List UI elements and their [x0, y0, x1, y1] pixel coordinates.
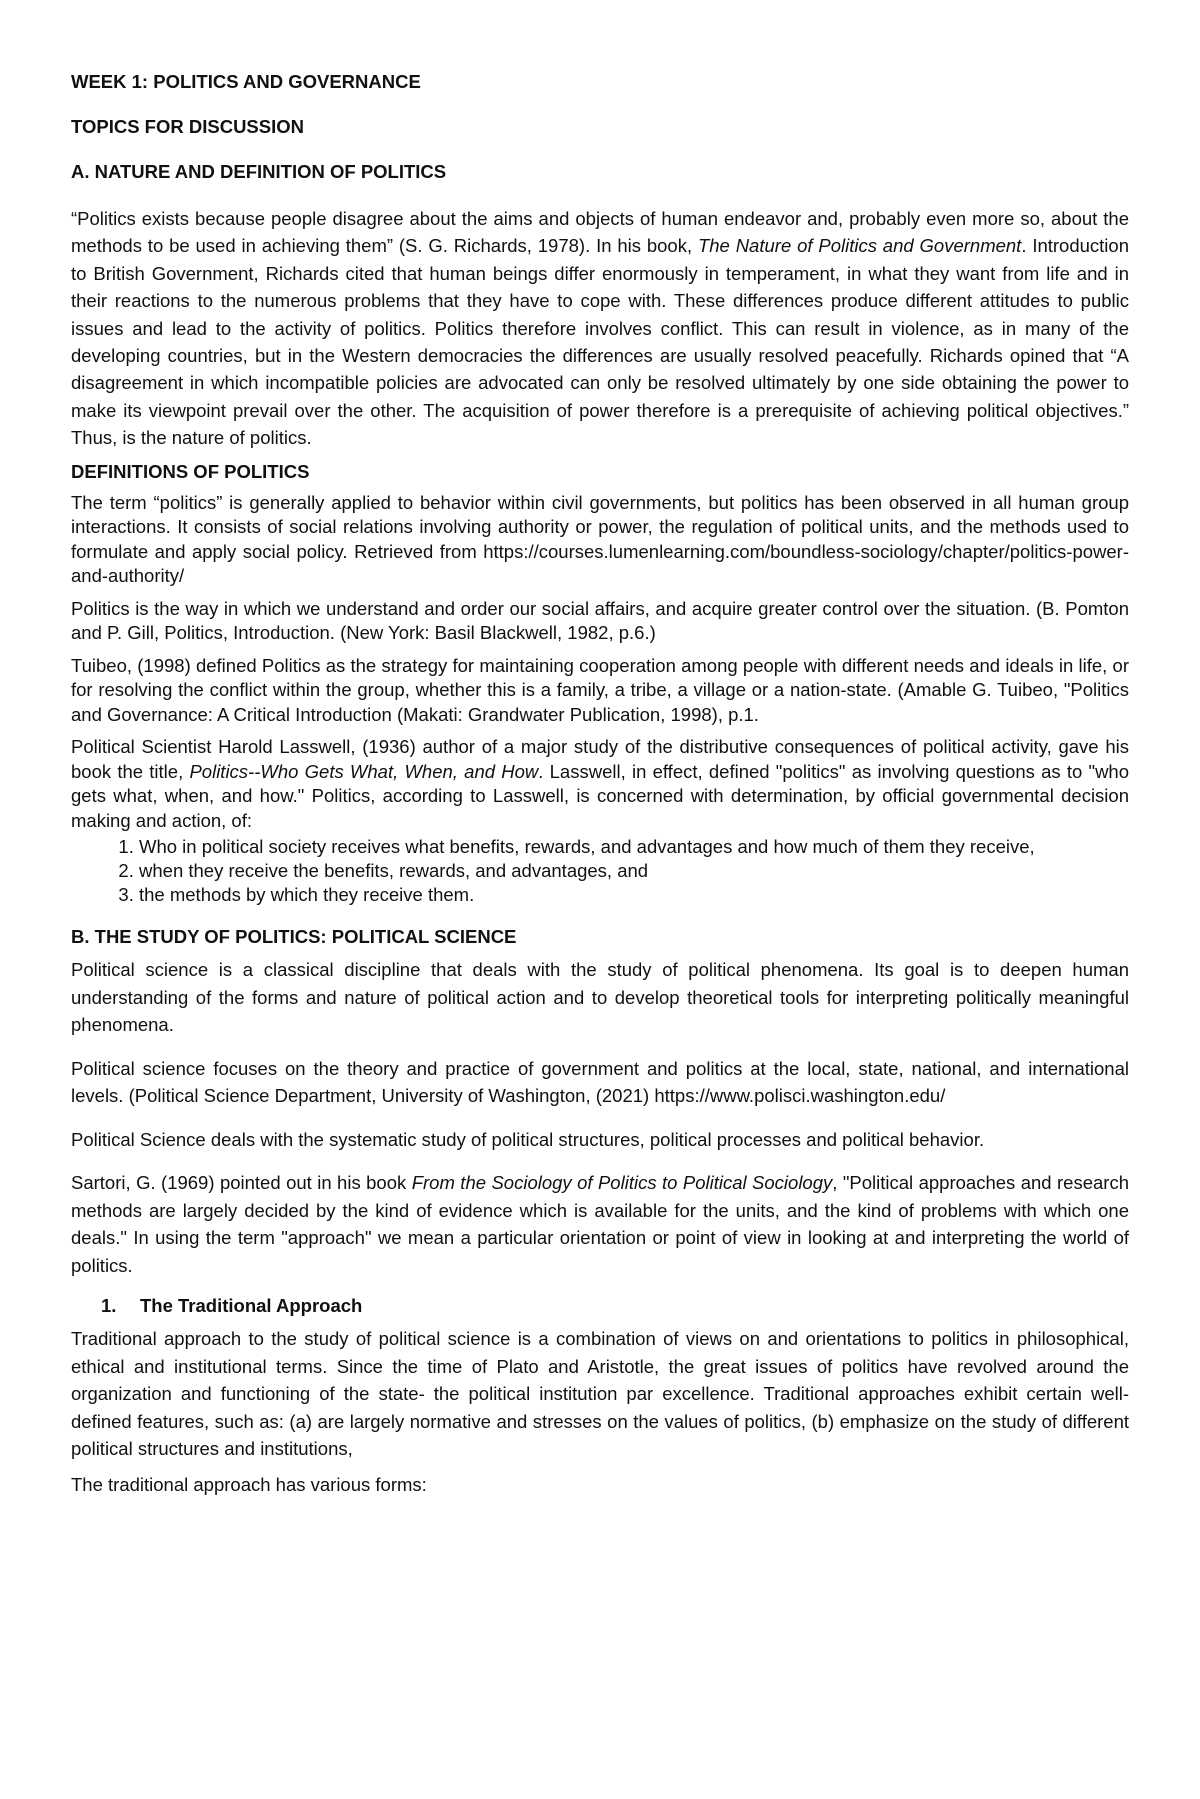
- political-science-paragraph-1: Political science is a classical discipline that deals with the study of political phenomena. Its goal is to deepen human understanding of the forms and nature of political action and to develop theoretical tools for interpreting politically meaningful phenomena.: [71, 959, 1129, 1035]
- definition-paragraph-4: [71, 735, 1129, 833]
- definition-paragraph-1: The term “politics” is generally applied to behavior within civil governments, but politics has been observed in all human group interactions. It consists of social relations involving authority or power, the regulation of political units, and the methods used to formulate and apply social policy. Retrieved from https://courses.lumenlearning.com/boundless-sociology/chapter/politics-power-and-authority/: [71, 491, 1129, 587]
- political-science-paragraph-2: Political science focuses on the theory and practice of government and politics at the local, state, national, and international levels. (Political Science Department, University of Washington, (2021) https://www.polisci.washington.edu/: [71, 1057, 1129, 1106]
- sartori-text-1: Sartori, G. (1969) pointed out in his book: [71, 1172, 412, 1193]
- sartori-book-title: From the Sociology of Politics to Political Sociology: [411, 1172, 833, 1193]
- list-item: 2. when they receive the benefits, rewards, and advantages, and: [139, 859, 1129, 883]
- page-title: WEEK 1: POLITICS AND GOVERNANCE: [71, 71, 421, 92]
- traditional-approach-heading: [71, 1295, 1129, 1317]
- definition-paragraph-3: Tuibeo, (1998) defined Politics as the strategy for maintaining cooperation among people with different needs and ideals in life, or for resolving the conflict within the group, whether this is a family, a tribe, a village or a nation-state. (Amable G. Tuibeo, "Politics and Governance: A Critical Introduction (Makati: Grandwater Publication, 1998), p.1.: [71, 654, 1129, 725]
- definition-paragraph-2: Politics is the way in which we understand and order our social affairs, and acquire greater control over the situation. (B. Pomton and P. Gill, Politics, Introduction. (New York: Basil Blackwell, 1982, p.6.): [71, 597, 1129, 644]
- topics-heading: TOPICS FOR DISCUSSION: [71, 115, 304, 137]
- intro-text-1: “Politics exists because people disagree about the aims and objects of human endeavor and, probably even more so, about the methods to be used in achieving them” (S. G. Richards, 1978). In his book,: [71, 207, 1129, 257]
- lasswell-list: [71, 835, 1129, 907]
- section-b-heading: B. THE STUDY OF POLITICS: POLITICAL SCIENCE: [71, 926, 517, 948]
- intro-book-title: The Nature of Politics and Government: [697, 235, 1022, 257]
- political-science-paragraph-3: Political Science deals with the systematic study of political structures, political processes and political behavior.: [71, 1128, 985, 1150]
- lasswell-text-1: Political Scientist Harold Lasswell, (1936) author of a major study of the distributive consequences of political activity, gave his book the title,: [71, 736, 1129, 782]
- sartori-text-2: , "Political approaches and research methods are largely decided by the kind of evidence which is available for the units, and the kind of problems with which one deals." In using the term "approach" we mean a particular orientation or point of view in looking at and interpreting the world of politics.: [71, 1172, 1129, 1276]
- lasswell-book-title: Politics--Who Gets What, When, and How: [189, 760, 539, 782]
- lasswell-text-2: . Lasswell, in effect, defined "politics" as involving questions as to "who gets what, when, and how." Politics, according to Lasswell, is concerned with determination, by official governmental decision making and action, of:: [71, 760, 1130, 831]
- definitions-heading: DEFINITIONS OF POLITICS: [71, 460, 310, 482]
- section-a-heading: A. NATURE AND DEFINITION OF POLITICS: [71, 160, 447, 182]
- list-item: 1. Who in political society receives what benefits, rewards, and advantages and how much of them they receive,: [139, 835, 1129, 859]
- approach-title: The Traditional Approach: [140, 1295, 363, 1316]
- approach-number: 1.: [101, 1295, 117, 1316]
- list-item: 3. the methods by which they receive them.: [139, 883, 1129, 907]
- traditional-approach-paragraph: Traditional approach to the study of political science is a combination of views on and orientations to politics in philosophical, ethical and institutional terms. Since the time of Plato and Aristotle, the great issues of politics have revolved around the organization and functioning of the state- the political institution par excellence. Traditional approaches exhibit certain well-defined features, such as: (a) are largely normative and stresses on the values of politics, (b) emphasize on the study of different political structures and institutions,: [71, 1328, 1129, 1459]
- nature-of-politics-paragraph: [71, 205, 1129, 452]
- traditional-forms-paragraph: The traditional approach has various forms:: [71, 1473, 427, 1495]
- intro-text-2: . Introduction to British Government, Richards cited that human beings differ enormously in temperament, in what they want from life and in their reactions to the numerous problems that they have to cope with. These differences produce different attitudes to public issues and lead to the activity of politics. Politics therefore involves conflict. This can result in violence, as in many of the developing countries, but in the Western democracies the differences are usually resolved peacefully. Richards opined that “A disagreement in which incompatible policies are advocated can only be resolved ultimately by one side obtaining the power to make its viewpoint prevail over the other. The acquisition of power therefore is a prerequisite of achieving political objectives.” Thus, is the nature of politics.: [71, 235, 1129, 449]
- sartori-paragraph: [71, 1169, 1129, 1279]
